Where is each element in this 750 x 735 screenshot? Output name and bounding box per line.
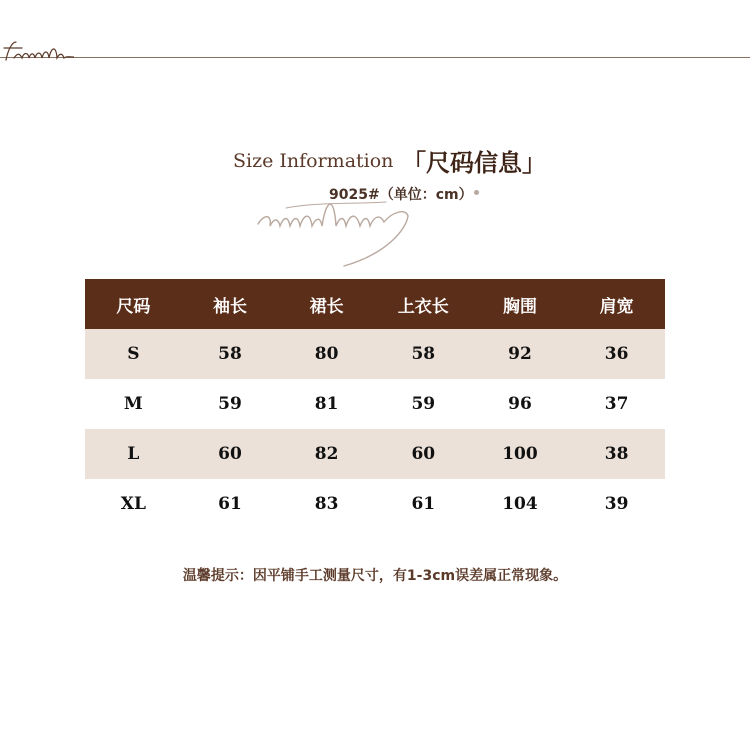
table-cell: 37 [604, 394, 629, 414]
table-cell: 92 [472, 329, 569, 379]
table-cell: 61 [411, 494, 436, 514]
table-cell: 38 [568, 429, 665, 479]
table-cell: 60 [375, 429, 472, 479]
table-row [85, 429, 665, 479]
table-header-row [85, 279, 665, 329]
signature-decoration-top [2, 36, 74, 66]
table-row [85, 379, 665, 429]
column-header-bust: 胸围 [472, 279, 569, 329]
title-chinese: 「尺码信息」 [402, 149, 546, 177]
table-row [85, 329, 665, 379]
table-cell: L [85, 429, 182, 479]
table-cell: 39 [604, 494, 629, 514]
table-cell: 96 [508, 394, 532, 414]
table-cell: S [85, 329, 182, 379]
table-cell: 59 [411, 394, 436, 414]
size-table [85, 279, 665, 529]
title-row [0, 140, 750, 180]
column-header-shoulder-width: 肩宽 [568, 279, 665, 329]
table-cell: M [123, 394, 143, 414]
measurement-note: 温馨提示：因平铺手工测量尺寸，有1-3cm误差属正常现象。 [182, 568, 568, 584]
table-cell: 60 [182, 429, 279, 479]
table-row [85, 479, 665, 529]
table-cell: 81 [314, 394, 339, 414]
table-cell: 36 [568, 329, 665, 379]
column-header-top-length: 上衣长 [375, 279, 472, 329]
table-cell: 104 [502, 494, 538, 514]
table-cell: 58 [182, 329, 279, 379]
top-divider-line [0, 57, 750, 58]
table-cell: 80 [278, 329, 375, 379]
title-english: Size Information [233, 150, 394, 172]
column-header-size: 尺码 [85, 279, 182, 329]
table-cell: 83 [314, 494, 339, 514]
table-cell: 100 [472, 429, 569, 479]
unit-subtitle: 9025#（单位：cm） [329, 187, 473, 203]
decorative-dot [474, 190, 479, 195]
column-header-sleeve-length: 袖长 [182, 279, 279, 329]
table-cell: 59 [218, 394, 242, 414]
table-cell: 61 [218, 494, 242, 514]
table-cell: 58 [375, 329, 472, 379]
table-cell: XL [120, 494, 146, 514]
table-cell: 82 [278, 429, 375, 479]
column-header-skirt-length: 裙长 [278, 279, 375, 329]
